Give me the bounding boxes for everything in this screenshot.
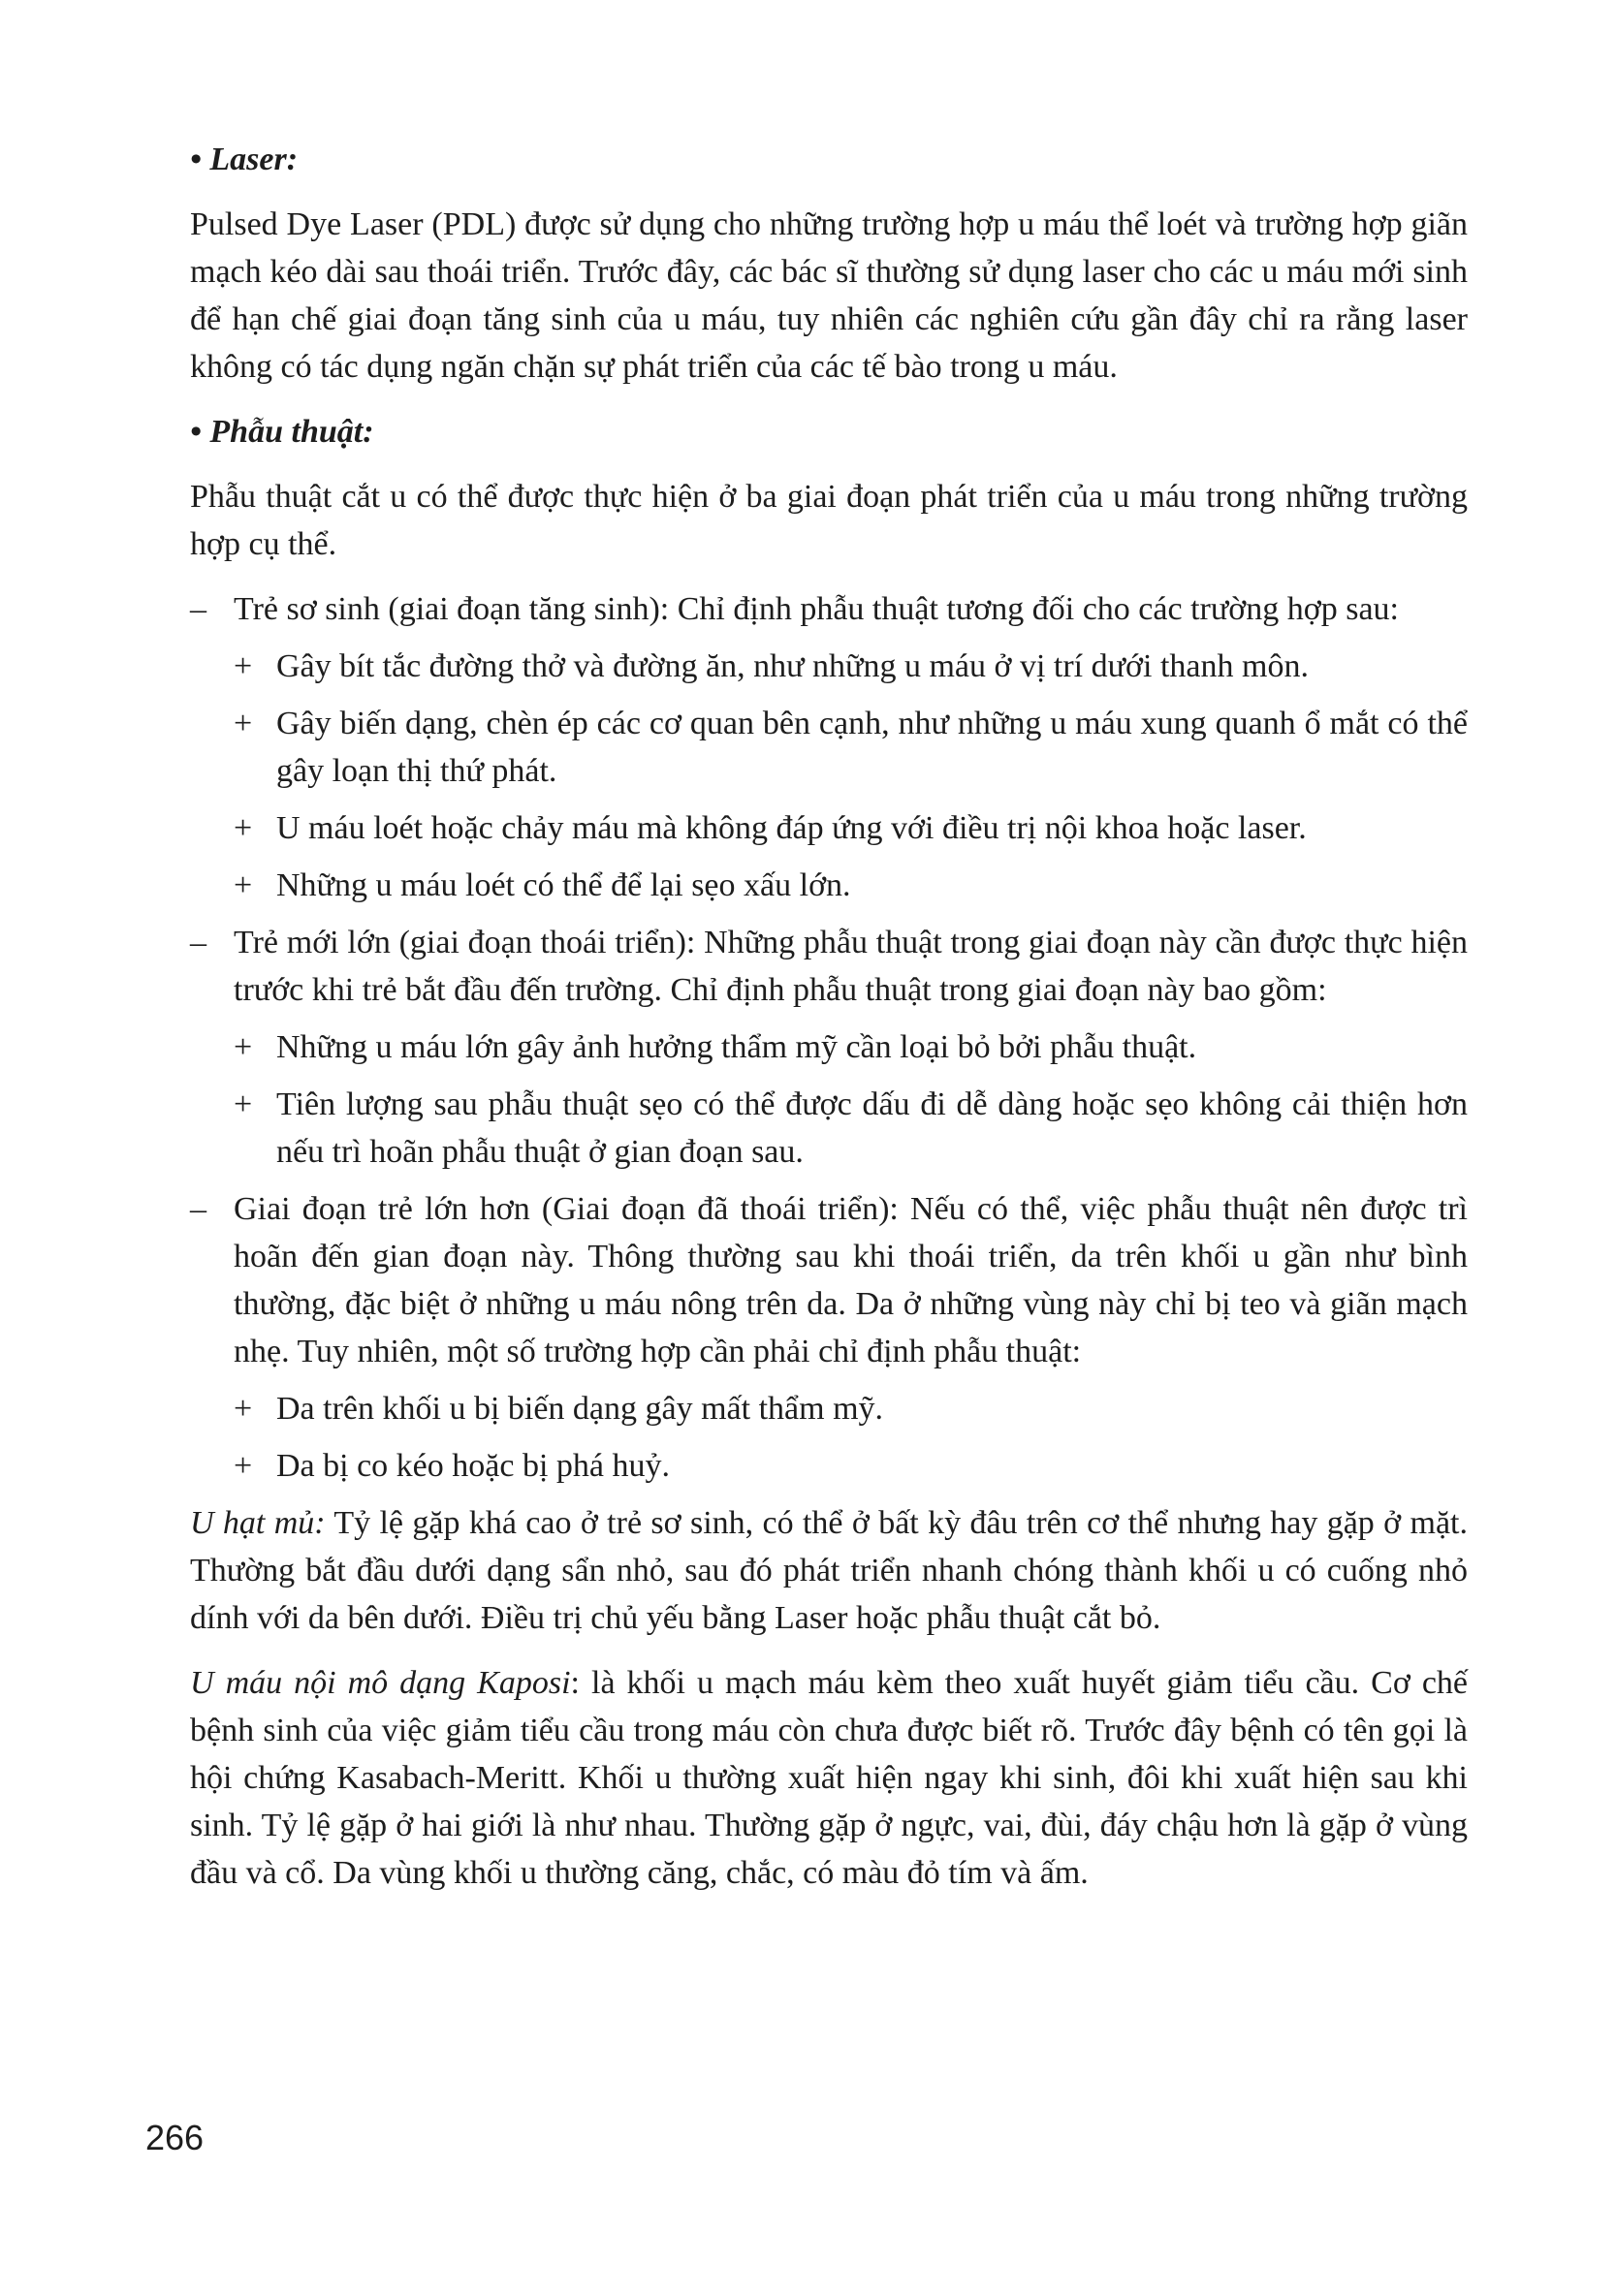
sublist-item xyxy=(190,804,1468,852)
plus-marker: + xyxy=(234,706,253,741)
kaposi-paragraph xyxy=(190,1659,1468,1897)
sublist-item xyxy=(190,1081,1468,1176)
sublist-item xyxy=(190,700,1468,795)
laser-heading-text: Laser: xyxy=(209,142,299,177)
surgery-heading-text: Phẫu thuật: xyxy=(209,414,374,450)
dash-marker: – xyxy=(190,925,206,960)
dash-marker: – xyxy=(190,591,206,627)
sublist-item-text: U máu loét hoặc chảy máu mà không đáp ứng với điều trị nội khoa hoặc laser. xyxy=(276,810,1307,846)
stage-text: Trẻ sơ sinh (giai đoạn tăng sinh): Chỉ định phẫu thuật tương đối cho các trường hợp sau: xyxy=(234,591,1399,627)
plus-marker: + xyxy=(234,648,253,684)
sublist-item-text: Tiên lượng sau phẫu thuật sẹo có thể được dấu đi dễ dàng hoặc sẹo không cải thiện hơn nếu trì hoãn phẫu thuật ở gian đoạn sau. xyxy=(276,1086,1468,1170)
stage-text: Giai đoạn trẻ lớn hơn (Giai đoạn đã thoái triển): Nếu có thể, việc phẫu thuật nên được trì hoãn đến gian đoạn này. Thông thường sau khi thoái triển, da trên khối u gần như bình thường, đặc biệt ở những u máu nông trên da. Da ở những vùng này chỉ bị teo và giãn mạch nhẹ. Tuy nhiên, một số trường hợp cần phải chỉ định phẫu thuật: xyxy=(234,1191,1468,1369)
stage-sublist xyxy=(190,643,1468,909)
plus-marker: + xyxy=(234,1448,253,1484)
sublist-item-text: Da trên khối u bị biến dạng gây mất thẩm mỹ. xyxy=(276,1391,884,1427)
pyogenic-paragraph xyxy=(190,1499,1468,1642)
laser-paragraph: Pulsed Dye Laser (PDL) được sử dụng cho những trường hợp u máu thể loét và trường hợp giãn mạch kéo dài sau thoái triển. Trước đây, các bác sĩ thường sử dụng laser cho các u máu mới sinh để hạn chế giai đoạn tăng sinh của u máu, tuy nhiên các nghiên cứu gần đây chỉ ra rằng laser không có tác dụng ngăn chặn sự phát triển của các tế bào trong u máu. xyxy=(190,206,1468,385)
sublist-item xyxy=(190,1023,1468,1071)
pyogenic-term: U hạt mủ: xyxy=(190,1505,326,1541)
plus-marker: + xyxy=(234,810,253,846)
stage-item xyxy=(190,585,1468,633)
sublist-item xyxy=(190,643,1468,690)
sublist-item-text: Gây bít tắc đường thở và đường ăn, như những u máu ở vị trí dưới thanh môn. xyxy=(276,648,1309,684)
sublist-item xyxy=(190,862,1468,909)
pyogenic-text: Tỷ lệ gặp khá cao ở trẻ sơ sinh, có thể ở bất kỳ đâu trên cơ thể nhưng hay gặp ở mặt. Thường bắt đầu dưới dạng sẩn nhỏ, sau đó phát triển nhanh chóng thành khối u có cuống nhỏ dính với da bên dưới. Điều trị chủ yếu bằng Laser hoặc phẫu thuật cắt bỏ. xyxy=(190,1505,1468,1636)
sublist-item-text: Da bị co kéo hoặc bị phá huỷ. xyxy=(276,1448,670,1484)
stage-text: Trẻ mới lớn (giai đoạn thoái triển): Những phẫu thuật trong giai đoạn này cần được thực hiện trước khi trẻ bắt đầu đến trường. Chỉ định phẫu thuật trong giai đoạn này bao gồm: xyxy=(234,925,1468,1008)
kaposi-text: : là khối u mạch máu kèm theo xuất huyết giảm tiểu cầu. Cơ chế bệnh sinh của việc giảm tiểu cầu trong máu còn chưa được biết rõ. Trước đây bệnh có tên gọi là hội chứng Kasabach-Meritt. Khối u thường xuất hiện ngay khi sinh, đôi khi xuất hiện sau khi sinh. Tỷ lệ gặp ở hai giới là như nhau. Thường gặp ở ngực, vai, đùi, đáy chậu hơn là gặp ở vùng đầu và cổ. Da vùng khối u thường căng, chắc, có màu đỏ tím và ấm. xyxy=(190,1665,1468,1891)
surgery-bullet: • xyxy=(190,414,202,450)
page-number: 266 xyxy=(145,2118,205,2157)
page-body xyxy=(190,136,1468,1914)
sublist-item xyxy=(190,1385,1468,1432)
laser-heading xyxy=(190,136,1468,183)
laser-bullet: • xyxy=(190,142,202,177)
stage-sublist xyxy=(190,1385,1468,1490)
surgery-intro: Phẫu thuật cắt u có thể được thực hiện ở ba giai đoạn phát triển của u máu trong những trường hợp cụ thể. xyxy=(190,479,1468,562)
stage-sublist xyxy=(190,1023,1468,1176)
sublist-item xyxy=(190,1442,1468,1490)
stage-item xyxy=(190,919,1468,1014)
plus-marker: + xyxy=(234,1086,253,1122)
plus-marker: + xyxy=(234,1029,253,1065)
sublist-item-text: Những u máu loét có thể để lại sẹo xấu lớn. xyxy=(276,867,851,903)
plus-marker: + xyxy=(234,867,253,903)
kaposi-term: U máu nội mô dạng Kaposi xyxy=(190,1665,571,1701)
sublist-item-text: Gây biến dạng, chèn ép các cơ quan bên cạnh, như những u máu xung quanh ổ mắt có thể gây loạn thị thứ phát. xyxy=(276,706,1468,789)
stage-item xyxy=(190,1185,1468,1375)
surgery-heading xyxy=(190,408,1468,456)
dash-marker: – xyxy=(190,1191,206,1227)
plus-marker: + xyxy=(234,1391,253,1427)
sublist-item-text: Những u máu lớn gây ảnh hưởng thẩm mỹ cần loại bỏ bởi phẫu thuật. xyxy=(276,1029,1197,1065)
